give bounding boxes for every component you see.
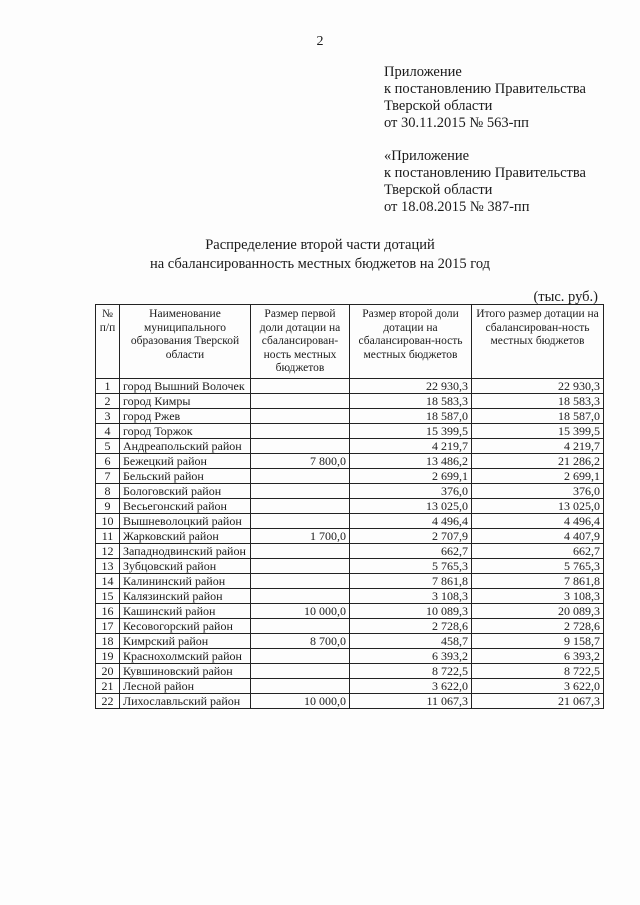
- row-number: 18: [96, 633, 120, 648]
- municipality-name: Лесной район: [120, 678, 251, 693]
- second-share-value: 6 393,2: [350, 648, 472, 663]
- first-share-value: 10 000,0: [251, 693, 350, 708]
- row-number: 5: [96, 438, 120, 453]
- total-value: 7 861,8: [472, 573, 604, 588]
- table-row: [96, 513, 604, 528]
- second-share-value: 7 861,8: [350, 573, 472, 588]
- page-number: 2: [316, 34, 324, 49]
- total-value: 21 286,2: [472, 453, 604, 468]
- first-share-value: [251, 468, 350, 483]
- document-title: [0, 236, 640, 274]
- header-number: № п/п: [96, 305, 120, 379]
- row-number: 19: [96, 648, 120, 663]
- appendix-line: «Приложение: [384, 148, 470, 164]
- municipality-name: Кесовогорский район: [120, 618, 251, 633]
- total-value: 662,7: [472, 543, 604, 558]
- table-row: [96, 498, 604, 513]
- units-label: (тыс. руб.): [533, 289, 598, 305]
- row-number: 22: [96, 693, 120, 708]
- first-share-value: [251, 408, 350, 423]
- row-number: 17: [96, 618, 120, 633]
- first-share-value: 10 000,0: [251, 603, 350, 618]
- second-share-value: 13 486,2: [350, 453, 472, 468]
- total-value: 22 930,3: [472, 378, 604, 393]
- second-share-value: 662,7: [350, 543, 472, 558]
- second-share-value: 11 067,3: [350, 693, 472, 708]
- municipality-name: Весьегонский район: [120, 498, 251, 513]
- row-number: 15: [96, 588, 120, 603]
- second-share-value: 18 583,3: [350, 393, 472, 408]
- table-row: [96, 393, 604, 408]
- header-total: Итого размер дотации на сбалансирован-ность местных бюджетов: [472, 305, 604, 379]
- row-number: 6: [96, 453, 120, 468]
- first-share-value: [251, 678, 350, 693]
- municipality-name: Зубцовский район: [120, 558, 251, 573]
- municipality-name: Бельский район: [120, 468, 251, 483]
- appendix-line: к постановлению Правительства: [384, 81, 586, 97]
- total-value: 4 407,9: [472, 528, 604, 543]
- first-share-value: 7 800,0: [251, 453, 350, 468]
- table-row: [96, 528, 604, 543]
- first-share-value: [251, 498, 350, 513]
- first-share-value: [251, 393, 350, 408]
- table-row: [96, 438, 604, 453]
- second-share-value: 22 930,3: [350, 378, 472, 393]
- first-share-value: [251, 573, 350, 588]
- total-value: 3 622,0: [472, 678, 604, 693]
- total-value: 21 067,3: [472, 693, 604, 708]
- row-number: 2: [96, 393, 120, 408]
- row-number: 13: [96, 558, 120, 573]
- row-number: 1: [96, 378, 120, 393]
- table-header-row: [96, 305, 604, 379]
- table-row: [96, 648, 604, 663]
- second-share-value: 8 722,5: [350, 663, 472, 678]
- row-number: 16: [96, 603, 120, 618]
- header-municipality: Наименование муниципального образования Тверской области: [120, 305, 251, 379]
- row-number: 3: [96, 408, 120, 423]
- second-share-value: 376,0: [350, 483, 472, 498]
- row-number: 11: [96, 528, 120, 543]
- table-row: [96, 408, 604, 423]
- second-share-value: 2 707,9: [350, 528, 472, 543]
- table-row: [96, 573, 604, 588]
- table-row: [96, 663, 604, 678]
- table-row: [96, 678, 604, 693]
- municipality-name: Вышневолоцкий район: [120, 513, 251, 528]
- second-share-value: 4 219,7: [350, 438, 472, 453]
- municipality-name: Кашинский район: [120, 603, 251, 618]
- first-share-value: [251, 558, 350, 573]
- row-number: 20: [96, 663, 120, 678]
- municipality-name: Калязинский район: [120, 588, 251, 603]
- municipality-name: город Вышний Волочек: [120, 378, 251, 393]
- municipality-name: Жарковский район: [120, 528, 251, 543]
- municipality-name: город Кимры: [120, 393, 251, 408]
- row-number: 10: [96, 513, 120, 528]
- appendix-line: Тверской области: [384, 98, 493, 114]
- table-row: [96, 483, 604, 498]
- appendix-line: Приложение: [384, 64, 462, 80]
- first-share-value: [251, 483, 350, 498]
- total-value: 15 399,5: [472, 423, 604, 438]
- table-row: [96, 423, 604, 438]
- total-value: 9 158,7: [472, 633, 604, 648]
- total-value: 2 728,6: [472, 618, 604, 633]
- first-share-value: [251, 423, 350, 438]
- subsidy-table: [95, 304, 604, 709]
- second-share-value: 13 025,0: [350, 498, 472, 513]
- table-row: [96, 558, 604, 573]
- total-value: 13 025,0: [472, 498, 604, 513]
- table-row: [96, 468, 604, 483]
- table-row: [96, 543, 604, 558]
- title-line: Распределение второй части дотаций: [205, 237, 435, 253]
- row-number: 21: [96, 678, 120, 693]
- total-value: 8 722,5: [472, 663, 604, 678]
- municipality-name: Краснохолмский район: [120, 648, 251, 663]
- header-second-share: Размер второй доли дотации на сбалансирован-ность местных бюджетов: [350, 305, 472, 379]
- first-share-value: [251, 543, 350, 558]
- second-share-value: 2 728,6: [350, 618, 472, 633]
- total-value: 4 219,7: [472, 438, 604, 453]
- municipality-name: Кувшиновский район: [120, 663, 251, 678]
- first-share-value: [251, 648, 350, 663]
- row-number: 12: [96, 543, 120, 558]
- municipality-name: Западнодвинский район: [120, 543, 251, 558]
- row-number: 7: [96, 468, 120, 483]
- row-number: 4: [96, 423, 120, 438]
- municipality-name: город Торжок: [120, 423, 251, 438]
- second-share-value: 10 089,3: [350, 603, 472, 618]
- first-share-value: [251, 618, 350, 633]
- second-share-value: 18 587,0: [350, 408, 472, 423]
- total-value: 2 699,1: [472, 468, 604, 483]
- first-share-value: 8 700,0: [251, 633, 350, 648]
- total-value: 18 583,3: [472, 393, 604, 408]
- second-share-value: 5 765,3: [350, 558, 472, 573]
- table-body: [96, 378, 604, 708]
- first-share-value: [251, 588, 350, 603]
- table-row: [96, 618, 604, 633]
- first-share-value: [251, 663, 350, 678]
- row-number: 9: [96, 498, 120, 513]
- appendix-line: от 18.08.2015 № 387-пп: [384, 199, 530, 215]
- second-share-value: 4 496,4: [350, 513, 472, 528]
- appendix-line: Тверской области: [384, 182, 493, 198]
- municipality-name: Кимрский район: [120, 633, 251, 648]
- header-first-share: Размер первой доли дотации на сбалансирован-ность местных бюджетов: [251, 305, 350, 379]
- total-value: 5 765,3: [472, 558, 604, 573]
- first-share-value: [251, 378, 350, 393]
- row-number: 14: [96, 573, 120, 588]
- table-row: [96, 633, 604, 648]
- table-row: [96, 453, 604, 468]
- municipality-name: Лихославльский район: [120, 693, 251, 708]
- total-value: 6 393,2: [472, 648, 604, 663]
- total-value: 3 108,3: [472, 588, 604, 603]
- table-row: [96, 588, 604, 603]
- row-number: 8: [96, 483, 120, 498]
- table-row: [96, 378, 604, 393]
- total-value: 20 089,3: [472, 603, 604, 618]
- second-share-value: 3 108,3: [350, 588, 472, 603]
- appendix-original: [384, 148, 586, 216]
- appendix-line: к постановлению Правительства: [384, 165, 586, 181]
- municipality-name: Андреапольский район: [120, 438, 251, 453]
- title-line: на сбалансированность местных бюджетов на 2015 год: [149, 256, 491, 272]
- total-value: 376,0: [472, 483, 604, 498]
- total-value: 18 587,0: [472, 408, 604, 423]
- second-share-value: 15 399,5: [350, 423, 472, 438]
- table-row: [96, 693, 604, 708]
- municipality-name: город Ржев: [120, 408, 251, 423]
- municipality-name: Калининский район: [120, 573, 251, 588]
- first-share-value: [251, 513, 350, 528]
- municipality-name: Бологовский район: [120, 483, 251, 498]
- appendix-current: [384, 64, 586, 132]
- first-share-value: 1 700,0: [251, 528, 350, 543]
- first-share-value: [251, 438, 350, 453]
- second-share-value: 458,7: [350, 633, 472, 648]
- appendix-line: от 30.11.2015 № 563-пп: [384, 115, 529, 131]
- second-share-value: 3 622,0: [350, 678, 472, 693]
- municipality-name: Бежецкий район: [120, 453, 251, 468]
- table-row: [96, 603, 604, 618]
- second-share-value: 2 699,1: [350, 468, 472, 483]
- total-value: 4 496,4: [472, 513, 604, 528]
